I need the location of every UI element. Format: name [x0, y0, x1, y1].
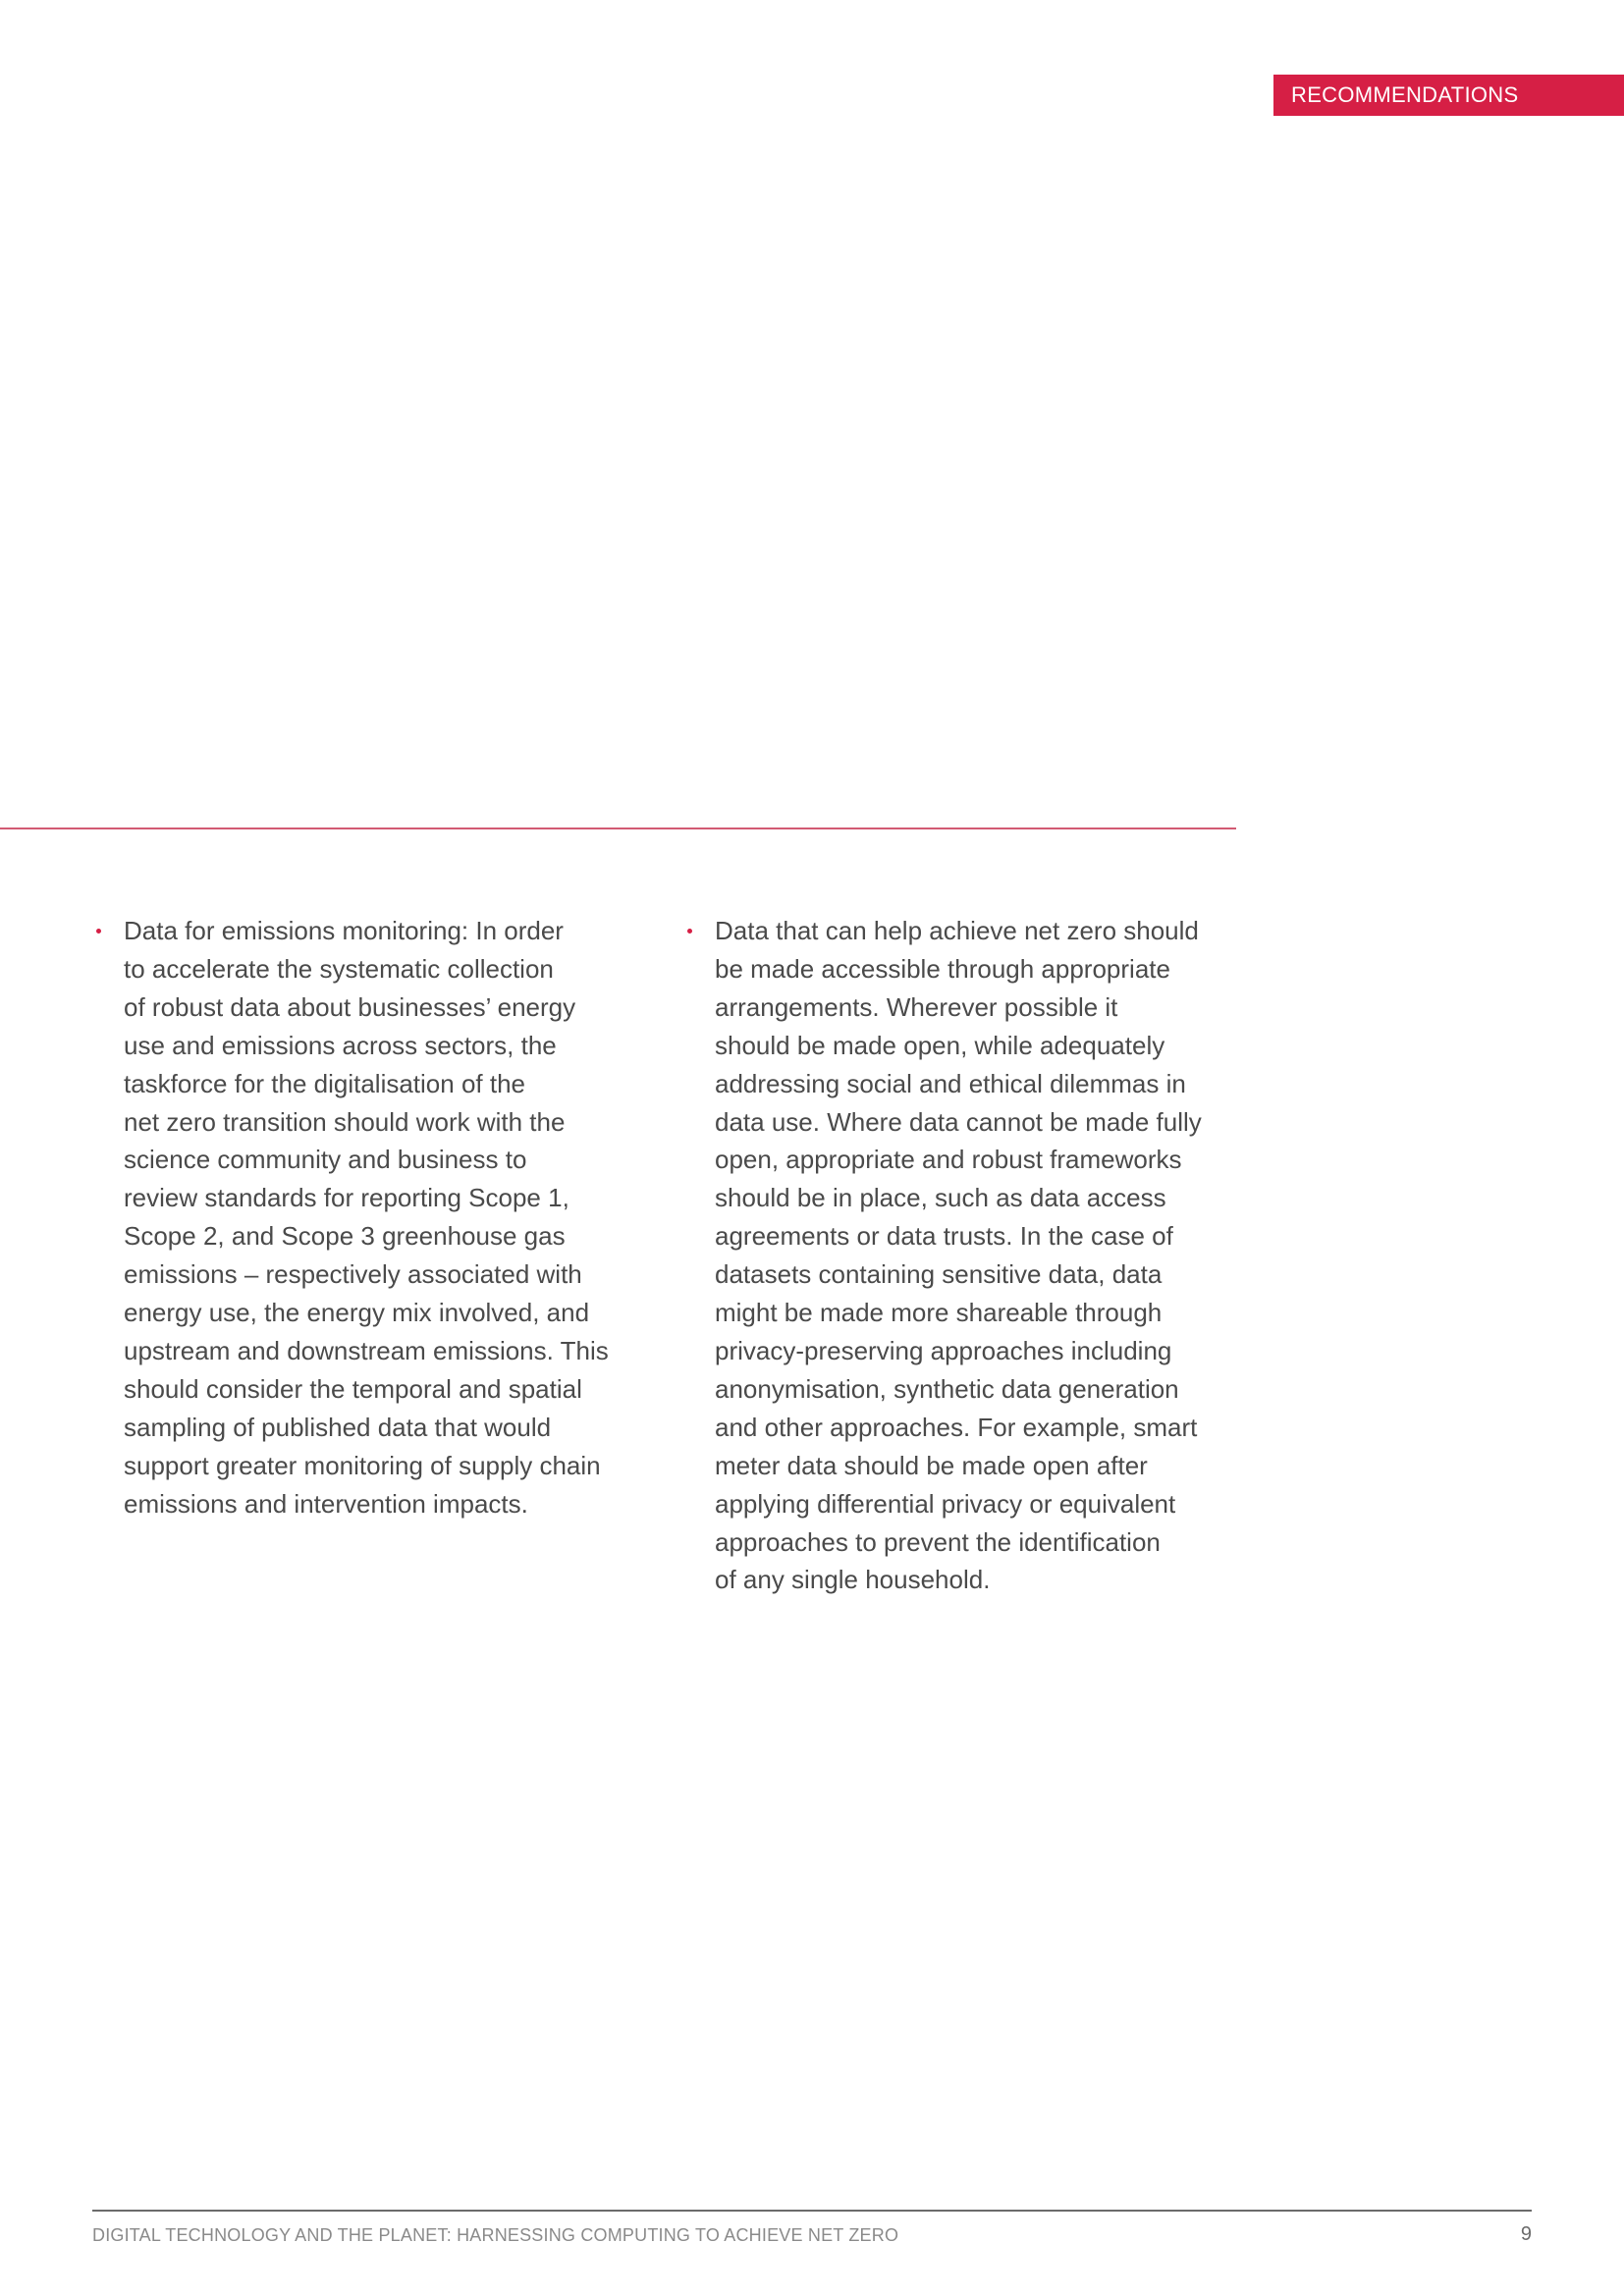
bullet-marker [687, 929, 692, 934]
recommendation-text-line: addressing social and ethical dilemmas in [715, 1068, 1186, 1098]
recommendation-text-line: Scope 2, and Scope 3 greenhouse gas [124, 1221, 566, 1252]
recommendation-item-data-access [715, 912, 1225, 1599]
recommendation-text-line: be made accessible through appropriate [715, 953, 1170, 984]
recommendation-text-line: privacy-preserving approaches including [715, 1335, 1172, 1365]
section-divider [0, 828, 1236, 829]
page-number: 9 [1520, 2223, 1532, 2245]
recommendation-text-line: should consider the temporal and spatial [124, 1373, 582, 1404]
recommendation-text-line: to accelerate the systematic collection [124, 953, 554, 984]
recommendation-text-line: sampling of published data that would [124, 1412, 552, 1442]
footer-document-title: DIGITAL TECHNOLOGY AND THE PLANET: HARNESSING COMPUTING TO ACHIEVE NET ZERO [92, 2225, 899, 2245]
recommendation-text-line: datasets containing sensitive data, data [715, 1259, 1163, 1290]
recommendation-text-line: Data that can help achieve net zero should [715, 916, 1199, 945]
recommendation-text-line: review standards for reporting Scope 1, [124, 1183, 569, 1213]
recommendation-text-line: anonymisation, synthetic data generation [715, 1373, 1179, 1404]
recommendation-text-line: support greater monitoring of supply chain [124, 1450, 601, 1480]
recommendation-text-line: might be made more shareable through [715, 1298, 1163, 1328]
recommendation-column-left [124, 912, 634, 1523]
section-tab-recommendations [1273, 75, 1624, 116]
recommendation-text-line: and other approaches. For example, smart [715, 1412, 1198, 1442]
recommendation-column-right [715, 912, 1225, 1599]
recommendation-text-line: energy use, the energy mix involved, and [124, 1298, 590, 1328]
recommendation-text-line: agreements or data trusts. In the case of [715, 1221, 1173, 1252]
recommendation-text-line: approaches to prevent the identification [715, 1526, 1161, 1557]
recommendation-text-line: net zero transition should work with the [124, 1106, 566, 1137]
recommendation-text-line: open, appropriate and robust frameworks [715, 1145, 1182, 1175]
recommendation-text-line: of robust data about businesses’ energy [124, 991, 576, 1022]
bullet-marker [96, 929, 101, 934]
section-label: RECOMMENDATIONS [1291, 82, 1519, 107]
recommendation-text-line: data use. Where data cannot be made fully [715, 1106, 1202, 1137]
recommendation-text-line: meter data should be made open after [715, 1450, 1148, 1480]
recommendation-text-line: should be made open, while adequately [715, 1030, 1165, 1060]
recommendation-text-line: emissions – respectively associated with [124, 1259, 582, 1290]
recommendation-text-line: emissions and intervention impacts. [124, 1488, 528, 1519]
recommendation-text-line: applying differential privacy or equivalent [715, 1488, 1176, 1519]
recommendation-text-line: of any single household. [715, 1565, 991, 1595]
recommendation-text-line: should be in place, such as data access [715, 1183, 1166, 1213]
recommendation-text-line: use and emissions across sectors, the [124, 1030, 557, 1060]
recommendation-text-line: Data for emissions monitoring: In order [124, 916, 564, 945]
recommendation-text-line: upstream and downstream emissions. This [124, 1335, 609, 1365]
recommendation-item-emissions-monitoring [124, 912, 634, 1523]
recommendation-text-line: science community and business to [124, 1145, 527, 1175]
recommendation-text-line: arrangements. Wherever possible it [715, 991, 1118, 1022]
footer-rule [92, 2210, 1532, 2212]
recommendation-text-line: taskforce for the digitalisation of the [124, 1068, 526, 1098]
